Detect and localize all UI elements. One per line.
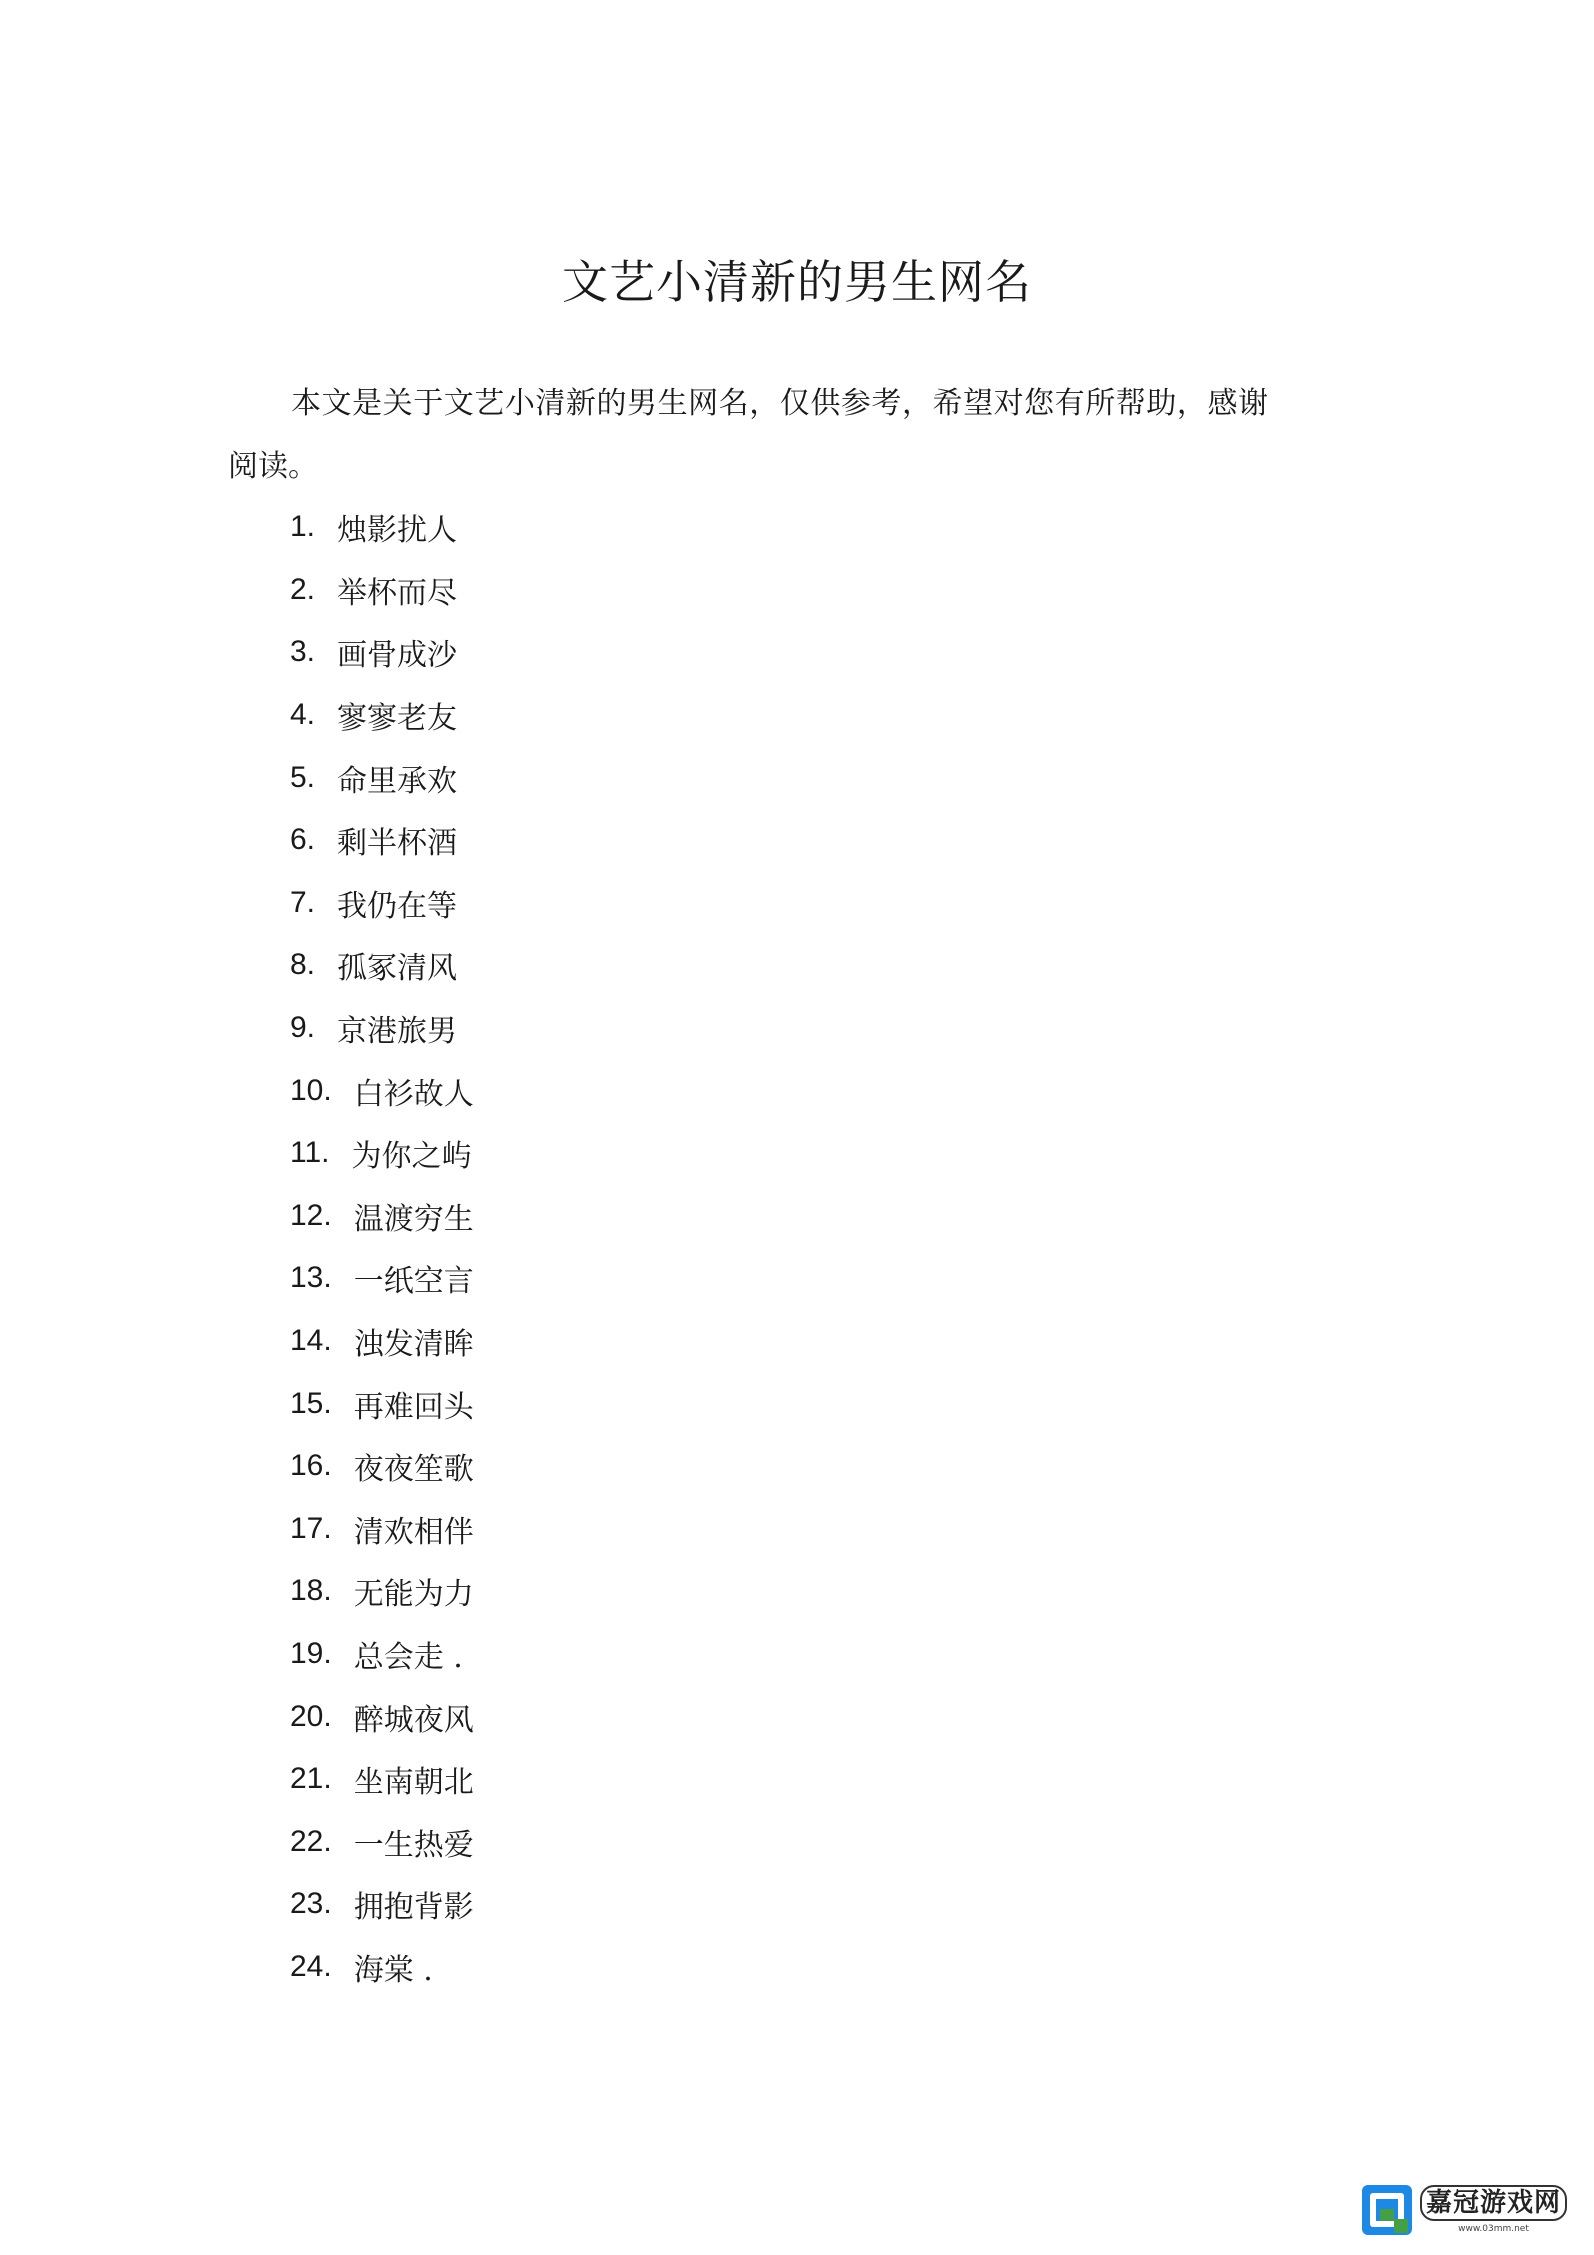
list-item-text: 烛影扰人 <box>337 513 458 549</box>
list-item <box>290 1247 474 1310</box>
list-item <box>290 1498 474 1561</box>
list-item <box>290 1372 474 1435</box>
list-item-number: 17. <box>290 1511 332 1545</box>
site-watermark <box>1360 2173 1580 2247</box>
list-item-number: 6. <box>290 823 316 857</box>
list-item-text: 孤冢清风 <box>337 951 458 987</box>
list-item <box>290 997 474 1060</box>
list-item-text: 拥抱背影 <box>353 1890 474 1926</box>
list-item-text: 浊发清眸 <box>353 1327 474 1363</box>
list-item-text: 举杯而尽 <box>337 575 458 611</box>
list-item-text: 总会走 . <box>353 1639 463 1675</box>
list-item-number: 24. <box>290 1949 332 1983</box>
list-item-text: 温渡穷生 <box>353 1201 474 1237</box>
intro-paragraph: 本文是关于文艺小清新的男生网名，仅供参考，希望对您有所帮助，感谢阅读。 <box>228 386 1268 484</box>
watermark-url: www.03mm.net <box>1458 2224 1529 2234</box>
list-item-text: 海棠 . <box>353 1952 433 1988</box>
list-item-number: 4. <box>290 698 316 732</box>
list-item <box>290 934 474 997</box>
list-item-text: 坐南朝北 <box>353 1765 474 1801</box>
list-item <box>290 1560 474 1623</box>
list-item <box>290 1435 474 1498</box>
list-item-text: 无能为力 <box>353 1577 474 1613</box>
list-item <box>290 559 474 622</box>
list-item-text: 寥寥老友 <box>337 701 458 737</box>
list-item-text: 画骨成沙 <box>337 638 458 674</box>
list-item-text: 我仍在等 <box>337 888 458 924</box>
list-item-text: 夜夜笙歌 <box>353 1452 474 1488</box>
list-item-number: 16. <box>290 1449 332 1483</box>
list-item-number: 15. <box>290 1386 332 1420</box>
list-item <box>290 1936 474 1999</box>
list-item-number: 8. <box>290 948 316 982</box>
list-item <box>290 1122 474 1185</box>
list-item-number: 21. <box>290 1762 332 1796</box>
list-item <box>290 1748 474 1811</box>
list-item <box>290 1685 474 1748</box>
list-item-number: 22. <box>290 1824 332 1858</box>
watermark-site-name: 嘉冠游戏网 <box>1420 2185 1567 2221</box>
list-item <box>290 1810 474 1873</box>
list-item <box>290 1623 474 1686</box>
list-item <box>290 1059 474 1122</box>
list-item-number: 23. <box>290 1887 332 1921</box>
document-title: 文艺小清新的男生网名 <box>562 255 1032 309</box>
list-item <box>290 1310 474 1373</box>
list-item <box>290 496 474 559</box>
list-item <box>290 746 474 809</box>
list-item-number: 19. <box>290 1636 332 1670</box>
list-item-text: 一生热爱 <box>353 1827 474 1863</box>
list-item-number: 14. <box>290 1324 332 1358</box>
list-item <box>290 684 474 747</box>
list-item-text: 一纸空言 <box>353 1264 474 1300</box>
list-item-text: 京港旅男 <box>337 1014 458 1050</box>
list-item-number: 9. <box>290 1011 316 1045</box>
list-item <box>290 809 474 872</box>
list-item-text: 剩半杯酒 <box>337 826 458 862</box>
site-logo-icon <box>1360 2183 1414 2237</box>
list-item-number: 10. <box>290 1073 332 1107</box>
list-item-number: 13. <box>290 1261 332 1295</box>
list-item-text: 再难回头 <box>353 1389 474 1425</box>
list-item-text: 清欢相伴 <box>353 1514 474 1550</box>
list-item-number: 12. <box>290 1198 332 1232</box>
list-item-text: 醉城夜风 <box>353 1702 474 1738</box>
list-item-number: 5. <box>290 760 316 794</box>
list-item <box>290 621 474 684</box>
name-list <box>290 496 474 1998</box>
list-item-number: 11. <box>290 1136 330 1170</box>
list-item-number: 20. <box>290 1699 332 1733</box>
list-item-number: 3. <box>290 635 316 669</box>
list-item <box>290 1873 474 1936</box>
list-item-number: 18. <box>290 1574 332 1608</box>
list-item-number: 7. <box>290 885 316 919</box>
list-item <box>290 1185 474 1248</box>
list-item-number: 2. <box>290 572 316 606</box>
list-item-text: 白衫故人 <box>353 1076 474 1112</box>
list-item-text: 命里承欢 <box>337 763 458 799</box>
list-item-number: 1. <box>290 510 316 544</box>
list-item-text: 为你之屿 <box>351 1139 472 1175</box>
list-item <box>290 872 474 935</box>
